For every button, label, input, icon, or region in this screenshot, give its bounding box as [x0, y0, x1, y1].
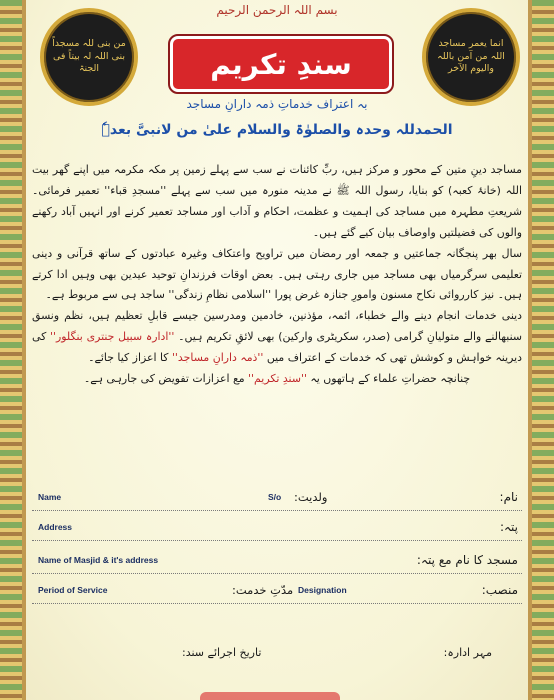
- paragraph-3: [32, 306, 522, 369]
- name-label-en: Name: [38, 492, 62, 502]
- designation-label-en: Designation: [298, 585, 347, 595]
- service-row[interactable]: [32, 585, 522, 604]
- name-label-ur: نام:: [499, 490, 518, 504]
- paragraph-4: [32, 369, 522, 390]
- p4-text-c: مع اعزازات تفویض کی جارہی ہے۔: [83, 372, 249, 386]
- title-banner: [170, 36, 392, 92]
- issue-date-label: تاریخ اجرائے سند:: [182, 646, 262, 659]
- certificate-body: [32, 160, 522, 390]
- p3-text-a: دینی خدمات انجام دینے والے خطباء، ائمہ، مؤذنین، خادمین ومدرسین جیسے قابلِ تعظیم ہیں، نظم ونسق سنبھالنے والے متولیانِ گرامی (صدر، سکریٹری وارکین) بھی لائقِ تکریم ہیں۔: [32, 309, 522, 344]
- designation-label-ur: منصب:: [481, 583, 518, 597]
- left-seal-text: من بنی للہ مسجداً بنی اللہ لہ بیتاً فی الجنۃ: [52, 37, 126, 75]
- left-calligraphy-seal: [40, 8, 138, 106]
- period-label-ur: مدّتِ خدمت:: [232, 583, 294, 597]
- bismillah: بسم اللہ الرحمن الرحیم: [216, 3, 338, 17]
- address-label-ur: پتہ:: [499, 520, 518, 534]
- so-label-ur: ولدیت:: [294, 490, 328, 504]
- period-label-en: Period of Service: [38, 585, 108, 595]
- p3-text-e: کا اعزاز کیا جائے۔: [88, 351, 172, 365]
- paragraph-2: سال بھر پنجگانہ جماعتیں و جمعہ اور رمضان میں تراویح واعتکاف وغیرہ عبادتوں کے ساتھ قرآنی و دینی تعلیمی سرگرمیاں بھی مساجد میں جاری رہتی ہیں۔ بعض اوقات فرزندانِ توحید عیدین بھی وہیں ادا کرتے ہیں۔ نیز کارروائی نکاح مسنون وامورِ جنازہ غرض پورا ''اسلامی نظامِ زندگی'' ساجد ہی سے مربوط ہے۔: [32, 246, 522, 302]
- bottom-ornament: [200, 692, 340, 700]
- p4-certificate-name: ''سندِ تکریم'': [248, 372, 307, 386]
- so-label-en: S/o: [268, 492, 282, 502]
- masjid-row[interactable]: [32, 555, 522, 574]
- right-seal-text: انما یعمر مساجد اللہ من آمن باللہ والیوم الآخر: [437, 37, 505, 75]
- p4-text-a: چنانچہ حضراتِ علماء کے ہاتھوں یہ: [306, 372, 471, 386]
- paragraph-1: مساجد دینِ متین کے محور و مرکز ہیں، ربِّ کائنات نے سب سے پہلے زمین پر مکہ مکرمہ میں اپنے گھر بیت اللہ (خانۂ کعبہ) کو بنایا، رسول اللہ ﷺ نے مدینہ منورہ میں سب سے پہلے ''مسجدِ قباء'' تعمیر فرمائی۔ شریعتِ مطہرہ میں مساجد کی اہمیت و عظمت، احکام و آداب اور مساجد تعمیر کرنے اور انہیں آباد رکھنے والوں کی فضیلتیں واوصاف بیان کیے گئے ہیں۔: [32, 163, 522, 239]
- masjid-label-en: Name of Masjid & it's address: [38, 555, 159, 565]
- institution-seal-label: مہر ادارہ:: [443, 646, 492, 659]
- subtitle: بہ اعتراف خدماتِ ذمہ دارانِ مساجد: [186, 97, 368, 111]
- name-row[interactable]: [32, 492, 522, 511]
- right-calligraphy-seal: [422, 8, 520, 106]
- address-label-en: Address: [38, 522, 73, 532]
- address-row[interactable]: [32, 522, 522, 541]
- hamd-heading: الحمدللہ وحدہ والصلوٰۃ والسلام علیٰ من لانبیَّ بعدہٗ: [101, 122, 453, 138]
- p3-text-c: کی دیرینہ خواہش و کوشش تھی کہ خدمات کے اعتراف میں: [32, 330, 522, 365]
- p3-org-name: ''ادارہ سبیل جنتری بنگلور'': [50, 330, 175, 344]
- masjid-label-ur: مسجد کا نام مع پتہ:: [416, 553, 518, 567]
- p3-honorees: ''ذمہ دارانِ مساجد'': [171, 351, 264, 365]
- certificate-title: سندِ تکریم: [210, 47, 352, 81]
